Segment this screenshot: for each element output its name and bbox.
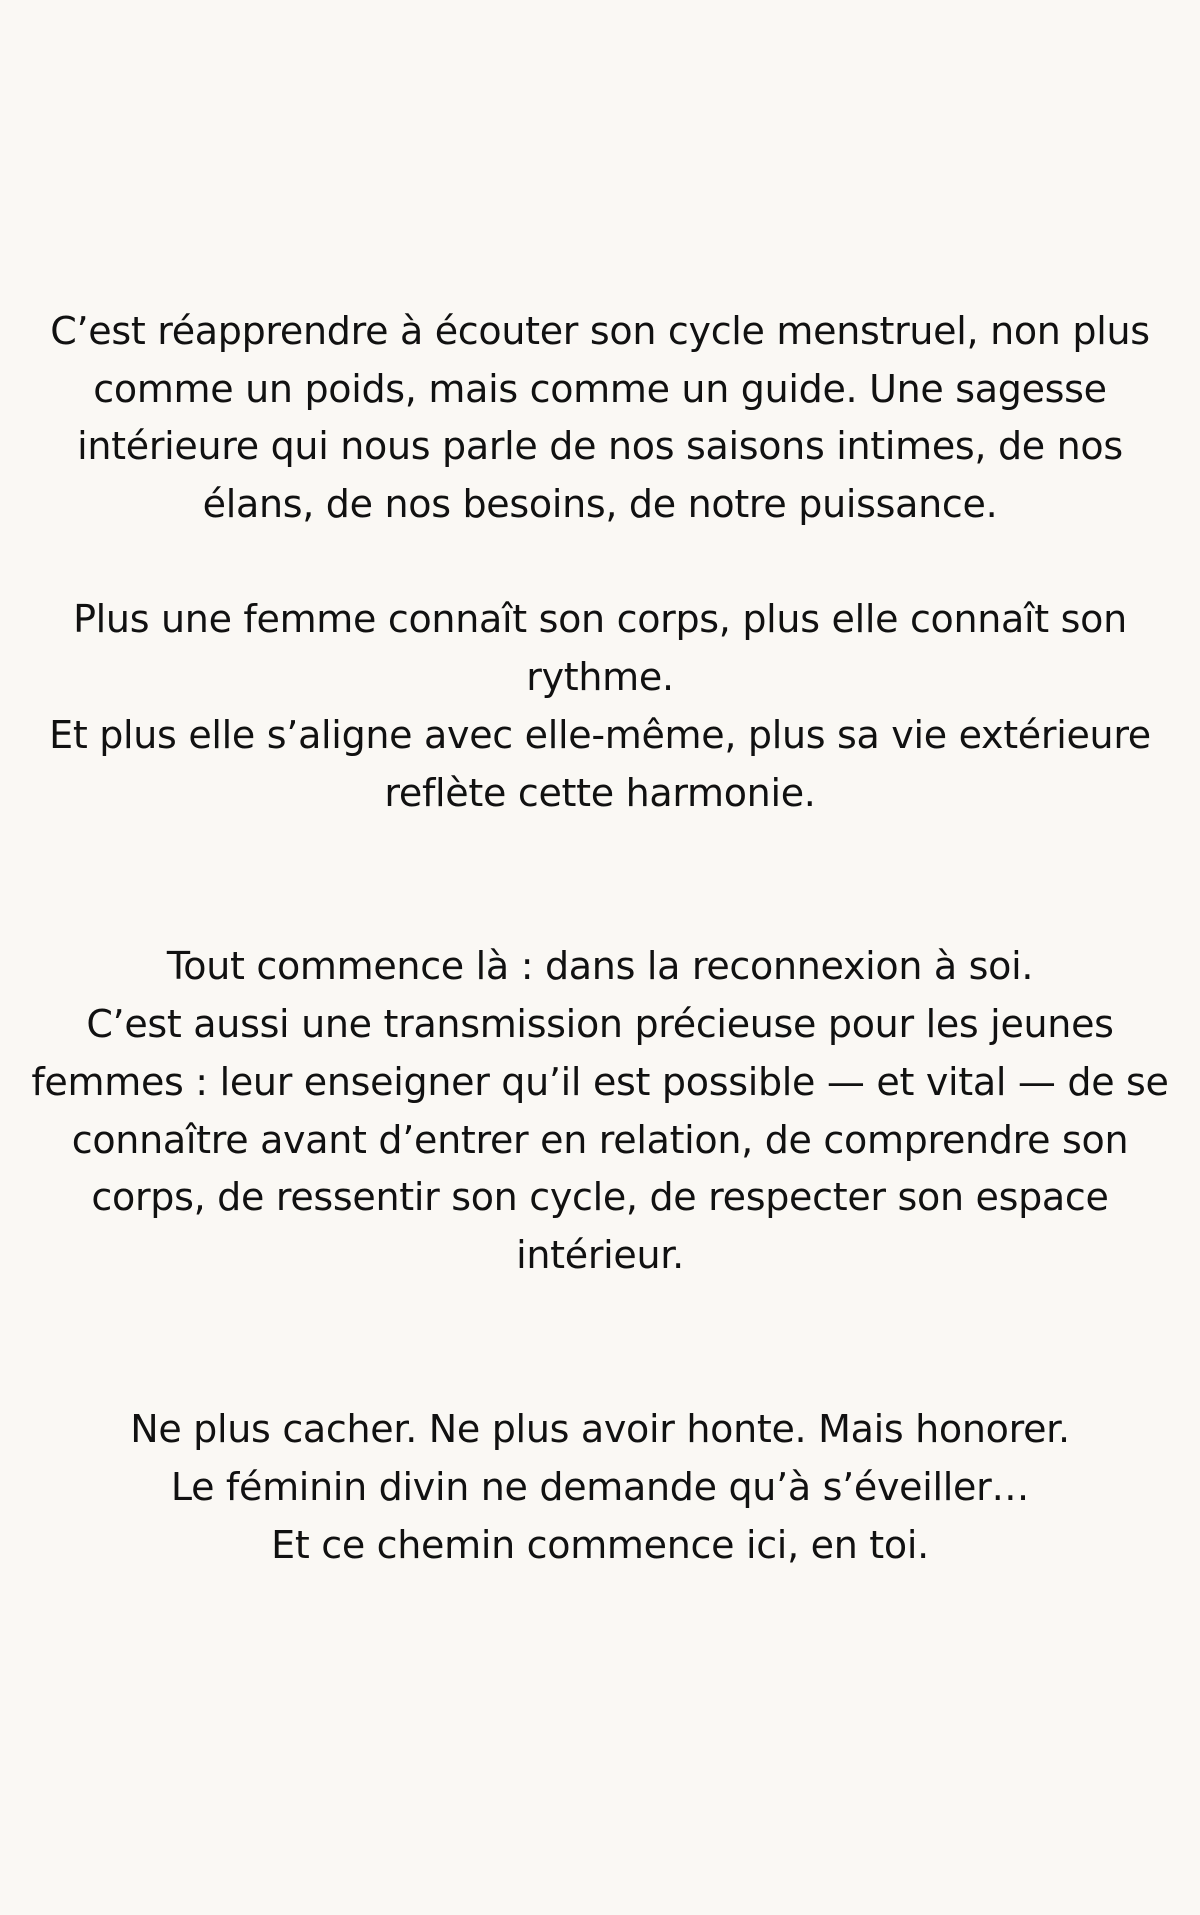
paragraph-3-line-3: femmes : leur enseigner qu’il est possible — et vital — de se <box>31 1060 1169 1104</box>
paragraph-2-line-4: reflète cette harmonie. <box>384 771 816 815</box>
paragraph-1-line-1: C’est réapprendre à écouter son cycle menstruel, non plus <box>50 309 1150 353</box>
paragraph-2-line-1: Plus une femme connaît son corps, plus elle connaît son <box>73 597 1127 641</box>
paragraph-1-line-4: élans, de nos besoins, de notre puissance. <box>202 482 998 526</box>
paragraph-4-line-3: Et ce chemin commence ici, en toi. <box>271 1523 929 1567</box>
paragraph-4-line-1: Ne plus cacher. Ne plus avoir honte. Mais honorer. <box>130 1407 1070 1451</box>
paragraph-2-line-3: Et plus elle s’aligne avec elle-même, plus sa vie extérieure <box>49 713 1151 757</box>
paragraph-4-line-2: Le féminin divin ne demande qu’à s’éveiller… <box>170 1465 1030 1509</box>
paragraph-3-line-6: intérieur. <box>516 1233 684 1277</box>
paragraph-1-line-3: intérieure qui nous parle de nos saisons intimes, de nos <box>77 424 1123 468</box>
paragraph-2-line-2: rythme. <box>526 655 674 699</box>
paragraph-3-line-1: Tout commence là : dans la reconnexion à soi. <box>166 944 1034 988</box>
paragraph-3-line-4: connaître avant d’entrer en relation, de comprendre son <box>71 1118 1129 1162</box>
paragraph-1-line-2: comme un poids, mais comme un guide. Une sagesse <box>93 367 1107 411</box>
paragraph-3-line-5: corps, de ressentir son cycle, de respecter son espace <box>91 1175 1109 1219</box>
paragraph-3-line-2: C’est aussi une transmission précieuse pour les jeunes <box>86 1002 1114 1046</box>
